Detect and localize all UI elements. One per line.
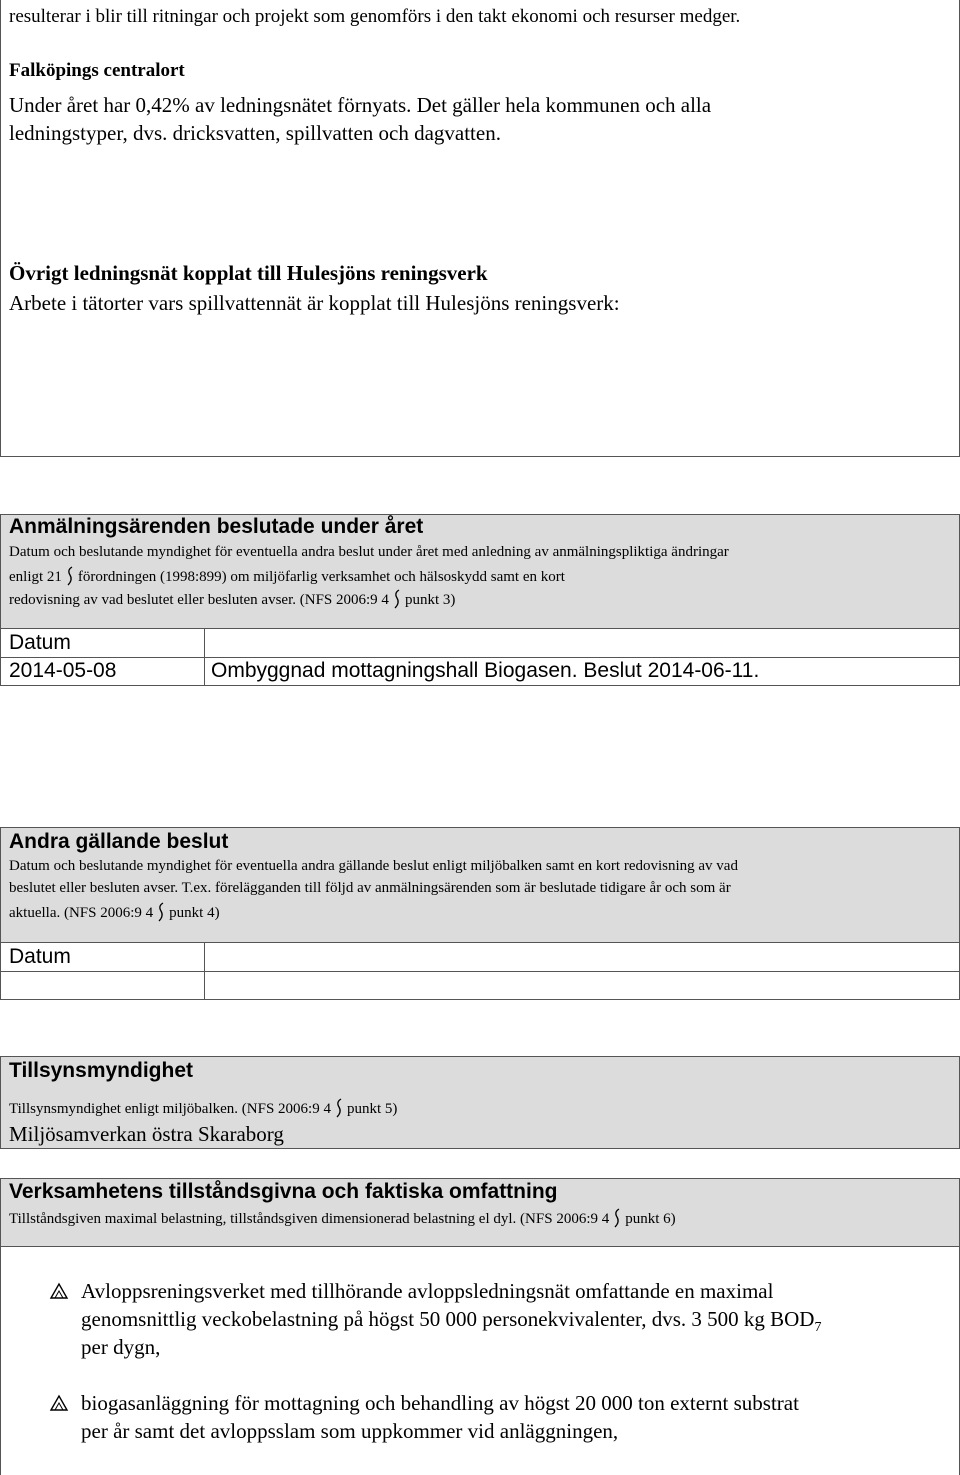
andra-desc-line3: aktuella. (NFS 2006:9 4 punkt 4) [9, 902, 220, 922]
section-sign-icon [66, 566, 74, 586]
section-sign-icon [613, 1208, 621, 1228]
pointing-hand-icon [49, 1282, 69, 1300]
anmalning-desc-line2: enligt 21 förordningen (1998:899) om miljöfarlig verksamhet och hälsoskydd samt en kort [9, 566, 565, 586]
andra-row-date-cell [0, 971, 205, 1000]
section-heading-hulesjon: Övrigt ledningsnät kopplat till Hulesjöns reningsverk [9, 261, 488, 285]
tillsyn-title: Tillsynsmyndighet [9, 1059, 193, 1082]
bullet2-line2: per år samt det avloppsslam som uppkommer vid anläggningen, [81, 1419, 619, 1443]
andra-desc-line2: beslutet eller besluten avser. T.ex. förelägganden till följd av anmälningsärenden som är beslutade tidigare år och som är [9, 880, 731, 896]
verksamhet-title: Verksamhetens tillståndsgivna och faktiska omfattning [9, 1180, 558, 1203]
bullet1-line2: genomsnittlig veckobelastning på högst 50 000 personekvivalenter, dvs. 3 500 kg $BOD_7$ [81, 1307, 822, 1336]
renewal-paragraph-line1: Under året har 0,42% av ledningsnätet förnyats. Det gäller hela kommunen och alla [9, 93, 712, 117]
anmalning-row-date: 2014-05-08 [9, 659, 117, 682]
section-heading-falkoping: Falköpings centralort [9, 60, 185, 81]
anmalning-row-text: Ombyggnad mottagningshall Biogasen. Beslut 2014-06-11. [211, 659, 760, 682]
andra-header-text-cell [204, 942, 960, 972]
intro-line: resulterar i blir till ritningar och projekt som genomförs i den takt ekonomi och resurser medger. [9, 6, 741, 27]
anmalning-desc-line3: redovisning av vad beslutet eller besluten avser. (NFS 2006:9 4 punkt 3) [9, 589, 455, 609]
hulesjon-paragraph: Arbete i tätorter vars spillvattennät är kopplat till Hulesjöns reningsverk: [9, 291, 620, 315]
anmalning-title: Anmälningsärenden beslutade under året [9, 515, 424, 538]
bullet2-line1: biogasanläggning för mottagning och behandling av högst 20 000 ton externt substrat [81, 1391, 799, 1415]
tillsyn-desc: Tillsynsmyndighet enligt miljöbalken. (NFS 2006:9 4 punkt 5) [9, 1098, 397, 1118]
andra-title: Andra gällande beslut [9, 830, 229, 853]
verksamhet-desc: Tillståndsgiven maximal belastning, tillståndsgiven dimensionerad belastning el dyl. (NFS 2006:9 4 punkt 6) [9, 1208, 676, 1228]
andra-desc-line1: Datum och beslutande myndighet för eventuella andra gällande beslut enligt miljöbalken samt en kort redovisning av vad [9, 858, 738, 874]
bullet1-line1: Avloppsreningsverket med tillhörande avloppsledningsnät omfattande en maximal [81, 1279, 774, 1303]
section-sign-icon [335, 1098, 343, 1118]
andra-row-text-cell [204, 971, 960, 1000]
bullet1-line3: per dygn, [81, 1335, 161, 1359]
tillsyn-value: Miljösamverkan östra Skaraborg [9, 1122, 284, 1146]
section-sign-icon [393, 589, 401, 609]
renewal-paragraph-line2: ledningstyper, dvs. dricksvatten, spillvatten och dagvatten. [9, 121, 501, 145]
anmalning-col-header-datum: Datum [9, 631, 71, 654]
pointing-hand-icon [49, 1394, 69, 1412]
andra-col-header-datum: Datum [9, 945, 71, 968]
section-sign-icon [157, 902, 165, 922]
anmalning-header-text-cell [204, 628, 960, 658]
anmalning-desc-line1: Datum och beslutande myndighet för eventuella andra beslut under året med anledning av anmälningspliktiga ändringar [9, 544, 729, 560]
